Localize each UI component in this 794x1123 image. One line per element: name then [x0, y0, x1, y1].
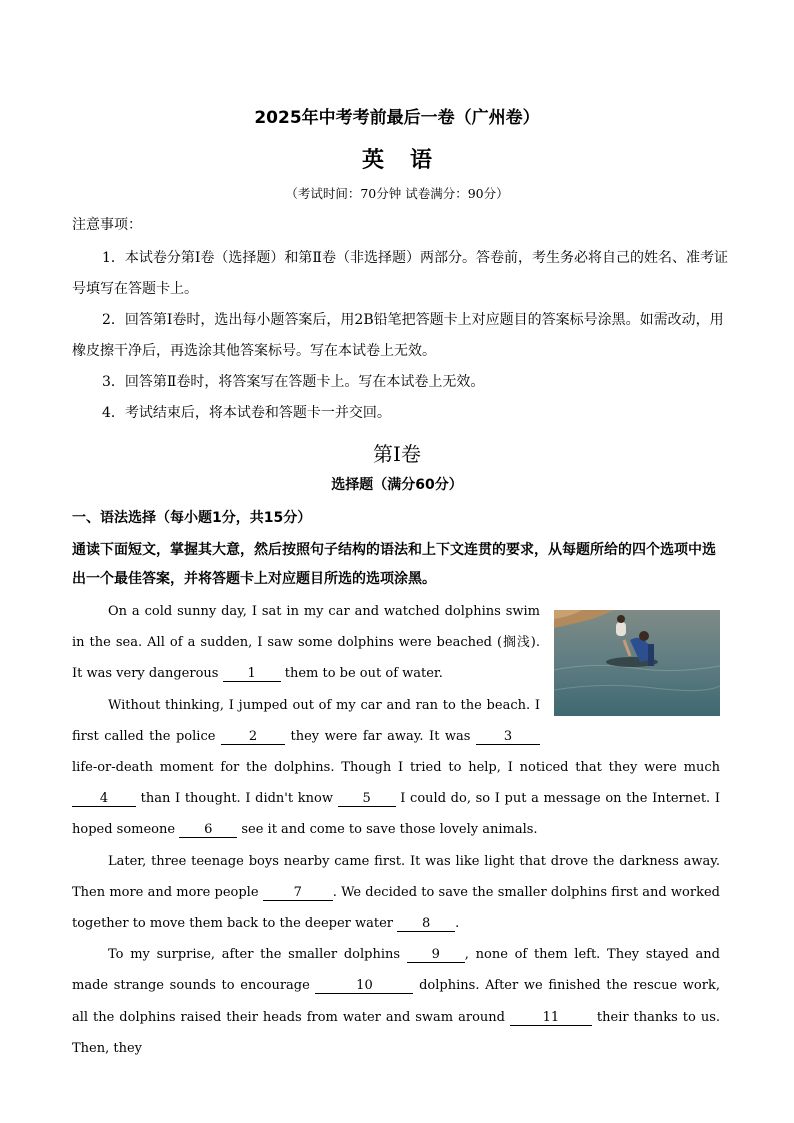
blank-3: 3 [476, 729, 540, 745]
passage-text: them to be out of water. [280, 666, 443, 682]
passage-text: . [455, 916, 460, 932]
section-subtitle: 选择题（满分60分） [331, 477, 463, 493]
blank-2: 2 [221, 729, 285, 745]
blank-10: 10 [315, 978, 413, 994]
passage-paragraph-4 [72, 939, 720, 1064]
passage-text: dolphins. After we finished the rescue work, all the dolphins raised their heads from water and swam around [72, 978, 720, 1025]
notice-item-3: 3．回答第Ⅱ卷时，将答案写在答题卡上。写在本试卷上无效。 [102, 374, 485, 390]
passage-paragraph-3 [72, 846, 720, 940]
passage-text: Later, three teenage boys nearby came first. It was like light that drove the darkness away. Then more and more people [72, 853, 720, 900]
blank-6: 6 [179, 822, 237, 838]
passage-text: see it and come to save those lovely animals. [237, 822, 538, 838]
passage-text: To my surprise, after the smaller dolphins [108, 947, 407, 963]
blank-8: 8 [397, 916, 455, 932]
passage-text: they were far away. It was [284, 728, 477, 744]
exam-title: 2025年中考考前最后一卷（广州卷） [254, 108, 540, 128]
blank-1: 1 [223, 666, 281, 682]
reading-passage [72, 596, 720, 1064]
dolphin-rescue-photo [554, 610, 720, 716]
notice-heading: 注意事项： [72, 217, 142, 233]
part-directions: 通读下面短文，掌握其大意，然后按照句子结构的语法和上下文连贯的要求，从每题所给的四个选项中选出一个最佳答案，并将答题卡上对应题目所选的选项涂黑。 [72, 542, 716, 587]
blank-4: 4 [72, 791, 136, 807]
blank-7: 7 [263, 885, 333, 901]
part-title: 一、语法选择（每小题1分，共15分） [72, 510, 312, 526]
notice-item-4: 4．考试结束后，将本试卷和答题卡一并交回。 [102, 405, 391, 421]
blank-5: 5 [338, 791, 396, 807]
notice-item-1: 1．本试卷分第Ⅰ卷（选择题）和第Ⅱ卷（非选择题）两部分。答卷前，考生务必将自己的姓名、准考证号填写在答题卡上。 [72, 250, 728, 297]
blank-9: 9 [407, 947, 465, 963]
passage-text: Without thinking, I jumped out of my car and ran to the beach. I first called the police [72, 697, 540, 744]
notice-list [72, 243, 732, 429]
subject-title: 英语 [361, 148, 458, 173]
passage-text: their thanks to us. Then, they [72, 1009, 720, 1056]
blank-11: 11 [510, 1010, 592, 1026]
passage-text: I could do, so I put a message on the Internet. I hoped someone [72, 791, 720, 838]
passage-text: . We decided to save the smaller dolphins first and worked together to move them back to the deeper water [72, 884, 720, 932]
passage-text: than I thought. I didn't know [136, 791, 338, 807]
exam-meta: （考试时间：70分钟 试卷满分：90分） [285, 186, 509, 201]
section-title: 第Ⅰ卷 [373, 442, 421, 466]
passage-text: , none of them left. They stayed and made strange sounds to encourage [72, 947, 720, 994]
passage-text: life-or-death moment for the dolphins. Though I tried to help, I noticed that they were much [72, 760, 720, 776]
notice-item-2: 2．回答第Ⅰ卷时，选出每小题答案后，用2B铅笔把答题卡上对应题目的答案标号涂黑。如需改动，用橡皮擦干净后，再选涂其他答案标号。写在本试卷上无效。 [72, 312, 724, 359]
passage-text: On a cold sunny day, I sat in my car and watched dolphins swim in the sea. All of a sudden, I saw some dolphins were beached (搁浅). It was very dangerous [72, 604, 540, 682]
